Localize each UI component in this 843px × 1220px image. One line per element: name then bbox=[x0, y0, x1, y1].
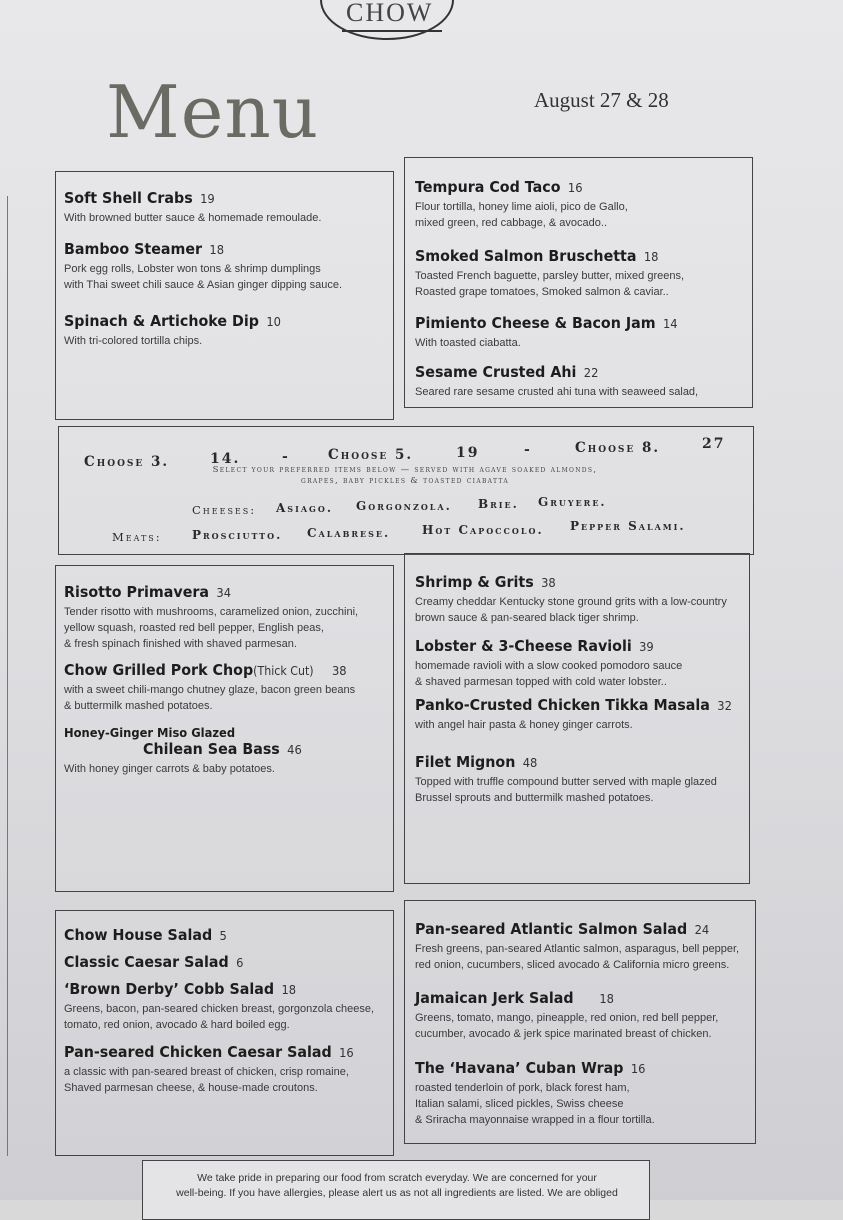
separator-dash: - bbox=[282, 449, 290, 465]
item-desc: Greens, bacon, pan-seared chicken breast, gorgonzola cheese, tomato, red onion, avocado & hard boiled egg. bbox=[64, 1003, 375, 1031]
item-price: 16 bbox=[339, 1045, 354, 1060]
item-price: 18 bbox=[209, 242, 225, 257]
choose-8-label: Choose 8. bbox=[575, 440, 661, 456]
menu-item bbox=[415, 637, 682, 690]
item-name: Bamboo Steamer 18 bbox=[64, 240, 225, 258]
item-price: 46 bbox=[287, 742, 302, 757]
allergy-notice-line: We take pride in preparing our food from scratch everyday. We are concerned for your bbox=[197, 1172, 597, 1184]
item-desc: With browned butter sauce & homemade remoulade. bbox=[64, 212, 322, 224]
item-name: Classic Caesar Salad 6 bbox=[64, 953, 244, 971]
menu-date: August 27 & 28 bbox=[534, 88, 669, 112]
item-price: 10 bbox=[266, 314, 281, 329]
meat-item: Calabrese. bbox=[307, 526, 391, 540]
item-name: Pan-seared Chicken Caesar Salad 16 bbox=[64, 1043, 354, 1061]
item-name: Sesame Crusted Ahi 22 bbox=[415, 363, 599, 381]
meat-item: Prosciutto. bbox=[192, 528, 283, 542]
menu-title: Menu bbox=[106, 70, 320, 154]
item-desc: with a sweet chili-mango chutney glaze, bacon green beans & buttermilk mashed potatoes. bbox=[64, 684, 356, 712]
item-price: 18 bbox=[643, 249, 659, 264]
item-desc: With honey ginger carrots & baby potatoes. bbox=[64, 763, 275, 775]
item-desc: Pork egg rolls, Lobster won tons & shrimp dumplings with Thai sweet chili sauce & Asian ginger dipping sauce. bbox=[64, 263, 343, 291]
item-name: Shrimp & Grits 38 bbox=[415, 573, 556, 591]
item-price: 38 bbox=[541, 575, 556, 590]
menu-item bbox=[415, 363, 698, 400]
item-name: Chow House Salad 5 bbox=[64, 926, 227, 944]
item-name: Jamaican Jerk Salad 18 bbox=[415, 989, 614, 1007]
menu-item bbox=[415, 920, 739, 973]
item-name: Spinach & Artichoke Dip 10 bbox=[64, 312, 281, 330]
item-name: Risotto Primavera 34 bbox=[64, 583, 232, 601]
allergy-notice-line: well-being. If you have allergies, please alert us as not all ingredients are listed. We are obliged bbox=[176, 1187, 618, 1199]
menu-item bbox=[64, 980, 374, 1033]
item-name: Chow Grilled Pork Chop(Thick Cut) 38 bbox=[64, 661, 347, 679]
menu-item bbox=[415, 696, 759, 733]
menu-item bbox=[64, 725, 316, 777]
item-price: 39 bbox=[639, 639, 654, 654]
meats-label: Meats: bbox=[112, 530, 162, 544]
item-price: 18 bbox=[599, 991, 614, 1006]
item-desc: Topped with truffle compound butter served with maple glazed Brussel sprouts and buttermilk mashed potatoes. bbox=[415, 776, 717, 804]
item-price: 22 bbox=[583, 365, 599, 380]
menu-item bbox=[415, 178, 628, 231]
item-price: 16 bbox=[630, 1061, 646, 1076]
item-price: 6 bbox=[236, 955, 244, 970]
choose-3-price: 14. bbox=[210, 451, 241, 467]
item-desc: Toasted French baguette, parsley butter, mixed greens, Roasted grape tomatoes, Smoked salmon & caviar.. bbox=[415, 270, 685, 298]
item-name: The ‘Havana’ Cuban Wrap 16 bbox=[415, 1059, 646, 1077]
menu-item bbox=[64, 240, 342, 293]
item-price: 14 bbox=[662, 316, 678, 331]
item-desc: with angel hair pasta & honey ginger carrots. bbox=[415, 719, 633, 731]
item-price: 16 bbox=[567, 180, 583, 195]
page-edge-line bbox=[7, 196, 8, 1156]
menu-item bbox=[415, 753, 717, 806]
item-note: (Thick Cut) bbox=[253, 664, 314, 678]
choose-5-label: Choose 5. bbox=[328, 447, 414, 463]
choose-8-price: 27 bbox=[702, 436, 726, 452]
meat-item: Hot Capoccolo. bbox=[422, 523, 544, 537]
item-desc: With tri-colored tortilla chips. bbox=[64, 335, 203, 347]
item-price: 38 bbox=[331, 663, 347, 678]
item-price: 19 bbox=[200, 191, 215, 206]
cheeses-label: Cheeses: bbox=[192, 503, 257, 517]
item-desc: With toasted ciabatta. bbox=[415, 337, 521, 349]
menu-item bbox=[415, 573, 727, 626]
allergy-notice bbox=[142, 1160, 650, 1220]
menu-item bbox=[64, 189, 321, 226]
menu-item bbox=[64, 312, 300, 349]
item-prefix: Honey-Ginger Miso Glazed bbox=[64, 725, 236, 740]
menu-item bbox=[64, 926, 241, 944]
item-desc: a classic with pan-seared breast of chicken, crisp romaine, Shaved parmesan cheese, & house-made croutons. bbox=[64, 1066, 349, 1094]
menu-item bbox=[415, 247, 684, 300]
item-price: 5 bbox=[219, 928, 227, 943]
menu-item bbox=[415, 314, 700, 351]
item-name: Filet Mignon 48 bbox=[415, 753, 538, 771]
cheese-item: Gorgonzola. bbox=[356, 499, 452, 513]
item-name: Tempura Cod Taco 16 bbox=[415, 178, 583, 196]
item-price: 24 bbox=[694, 922, 710, 937]
item-name: Soft Shell Crabs 19 bbox=[64, 189, 215, 207]
item-name: Lobster & 3-Cheese Ravioli 39 bbox=[415, 637, 654, 655]
item-price: 34 bbox=[216, 585, 232, 600]
logo-fork-icon bbox=[342, 30, 442, 32]
item-price: 48 bbox=[522, 755, 538, 770]
menu-item bbox=[64, 1043, 379, 1096]
item-name: Panko-Crusted Chicken Tikka Masala 32 bbox=[415, 696, 732, 714]
charcuterie-description: Select your preferred items below — served with agave soaked almonds, grapes, baby pickles & toasted ciabatta bbox=[212, 465, 598, 486]
item-name: Pan-seared Atlantic Salmon Salad 24 bbox=[415, 920, 710, 938]
item-desc: Flour tortilla, honey lime aioli, pico de Gallo, mixed green, red cabbage, & avocado.. bbox=[415, 201, 628, 229]
cheese-item: Brie. bbox=[478, 497, 519, 511]
separator-dash: - bbox=[524, 442, 532, 458]
menu-item bbox=[64, 583, 358, 652]
meat-item: Pepper Salami. bbox=[570, 519, 686, 533]
item-desc: roasted tenderloin of pork, black forest ham, Italian salami, sliced pickles, Swiss cheese & Sriracha mayonnaise wrapped in a flour tortilla. bbox=[415, 1082, 655, 1126]
item-desc: Tender risotto with mushrooms, caramelized onion, zucchini, yellow squash, roasted red bell pepper, English peas, & fresh spinach finished with shaved parmesan. bbox=[64, 606, 359, 650]
item-desc: Seared rare sesame crusted ahi tuna with seaweed salad, bbox=[415, 386, 699, 398]
item-desc: Greens, tomato, mango, pineapple, red onion, red bell pepper, cucumber, avocado & jerk spice marinated breast of chicken. bbox=[415, 1012, 719, 1040]
item-price: 18 bbox=[281, 982, 297, 997]
logo-text: CHOW bbox=[346, 0, 434, 27]
salads-box-left bbox=[55, 910, 394, 1156]
item-name: Pimiento Cheese & Bacon Jam 14 bbox=[415, 314, 678, 332]
cheese-item: Gruyere. bbox=[538, 495, 607, 509]
menu-item bbox=[415, 1059, 666, 1128]
item-desc: Fresh greens, pan-seared Atlantic salmon, asparagus, bell pepper, red onion, cucumbers, sliced avocado & California micro greens. bbox=[415, 943, 740, 971]
menu-item bbox=[415, 989, 718, 1042]
choose-3-label: Choose 3. bbox=[84, 454, 170, 470]
choose-5-price: 19 bbox=[456, 445, 480, 461]
item-name: Chilean Sea Bass 46 bbox=[143, 740, 302, 758]
cheese-item: Asiago. bbox=[276, 501, 334, 515]
item-name: Smoked Salmon Bruschetta 18 bbox=[415, 247, 659, 265]
item-desc: Creamy cheddar Kentucky stone ground grits with a low-country brown sauce & pan-seared black tiger shrimp. bbox=[415, 596, 727, 624]
item-desc: homemade ravioli with a slow cooked pomodoro sauce & shaved parmesan topped with cold water lobster.. bbox=[415, 660, 683, 688]
item-price: 32 bbox=[717, 698, 732, 713]
menu-item bbox=[64, 953, 259, 971]
menu-item bbox=[64, 661, 371, 714]
item-name: ‘Brown Derby’ Cobb Salad 18 bbox=[64, 980, 297, 998]
